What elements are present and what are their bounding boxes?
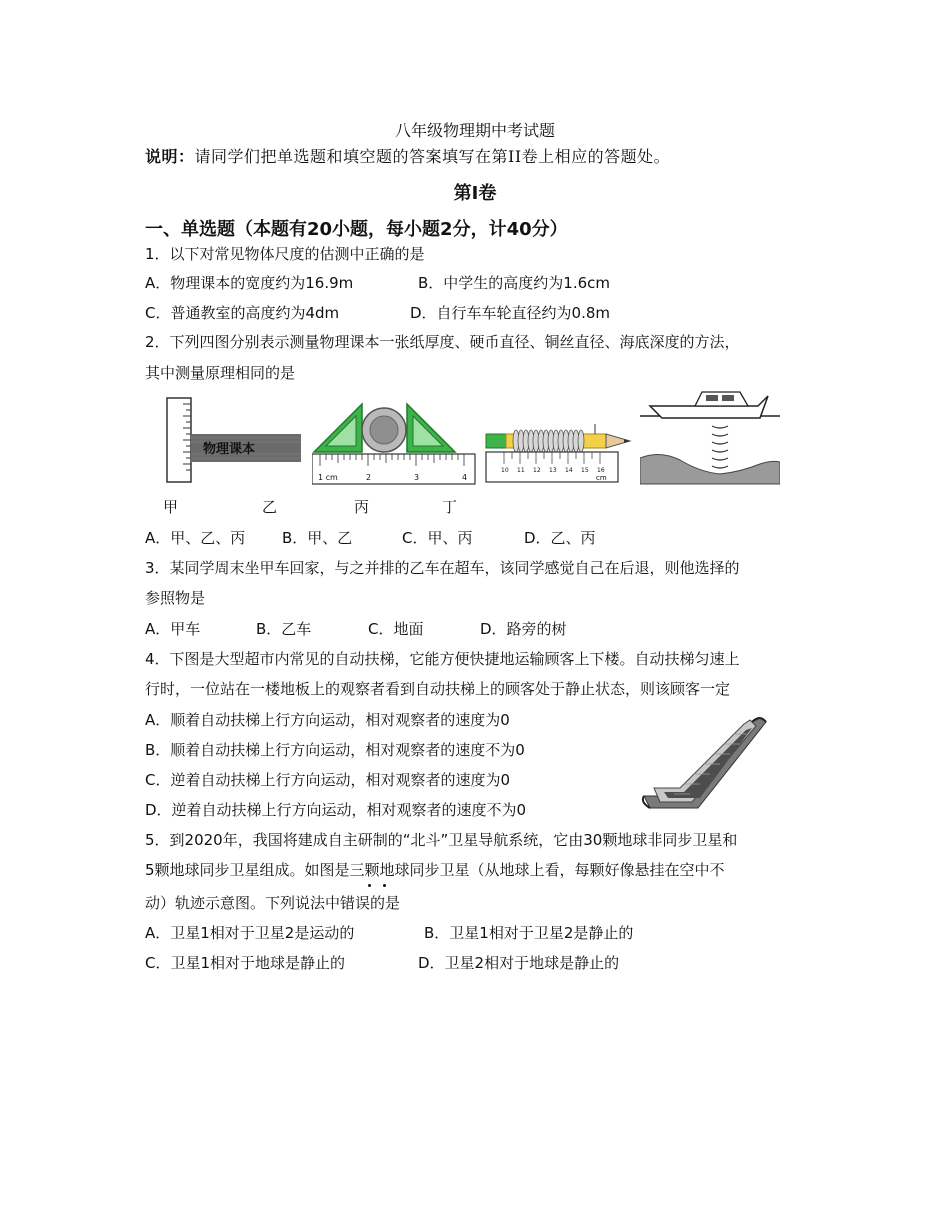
- instruction-label: 说明：: [145, 147, 195, 166]
- fig-label-ding: 丁: [442, 498, 458, 516]
- q4-option-d: D．逆着自动扶梯上行方向运动，相对观察者的速度不为0: [145, 801, 527, 819]
- q1-option-b: B．中学生的高度约为1.6cm: [418, 274, 611, 292]
- wire-tick-16: 16: [597, 467, 605, 474]
- instruction-note: [145, 144, 670, 167]
- figure-ding-sonar-boat: [640, 388, 780, 486]
- emphasis-dot: [368, 884, 371, 887]
- figure-jia-book-ruler: [165, 396, 305, 486]
- q4-option-b: B．顺着自动扶梯上行方向运动，相对观察者的速度不为0: [145, 741, 525, 759]
- book-label: 物理课本: [203, 442, 256, 457]
- q2-option-c: C．甲、丙: [402, 529, 473, 547]
- q4-stem-line2: 行时，一位站在一楼地板上的观察者看到自动扶梯上的顾客处于静止状态，则该顾客一定: [145, 680, 731, 698]
- q5-option-a: A．卫星1相对于卫星2是运动的: [145, 924, 355, 942]
- wire-tick-12: 12: [533, 467, 541, 474]
- wire-tick-13: 13: [549, 467, 557, 474]
- q1-stem: 1．以下对常见物体尺度的估测中正确的是: [145, 245, 425, 263]
- wire-tick-14: 14: [565, 467, 573, 474]
- wire-tick-11: 11: [517, 467, 525, 474]
- fig-label-jia: 甲: [163, 498, 179, 516]
- volume-heading: 第I卷: [453, 183, 497, 204]
- q3-option-d: D．路旁的树: [480, 620, 567, 638]
- q3-option-b: B．乙车: [256, 620, 312, 638]
- q5-stem-line1: 5．到2020年，我国将建成自主研制的“北斗”卫星导航系统，它由30颗地球非同步卫星和: [145, 831, 738, 849]
- ruler-label-4: 4: [462, 473, 468, 482]
- section-heading: 一、单选题（本题有20小题，每小题2分，计40分）: [145, 219, 568, 240]
- q1-option-d: D．自行车车轮直径约为0.8m: [410, 304, 611, 322]
- q3-stem-line1: 3．某同学周末坐甲车回家，与之并排的乙车在超车，该同学感觉自己在后退，则他选择的: [145, 559, 740, 577]
- fig-label-yi: 乙: [262, 498, 278, 516]
- emphasis-dot: [383, 884, 386, 887]
- q5-stem-line2: 5颗地球同步卫星组成。如图是三颗地球同步卫星（从地球上看，每颗好像悬挂在空中不: [145, 861, 725, 879]
- ruler-label-1cm: 1 cm: [318, 473, 338, 482]
- q2-option-a: A．甲、乙、丙: [145, 529, 246, 547]
- q4-stem-line1: 4．下图是大型超市内常见的自动扶梯，它能方便快捷地运输顾客上下楼。自动扶梯匀速上: [145, 650, 740, 668]
- q2-stem-line2: 其中测量原理相同的是: [145, 364, 296, 382]
- q5-option-c: C．卫星1相对于地球是静止的: [145, 954, 346, 972]
- figure-bing-wire-pencil: [484, 404, 634, 486]
- fig-label-bing: 丙: [354, 498, 370, 516]
- q3-stem-line2: 参照物是: [145, 589, 206, 607]
- ruler-label-2: 2: [366, 473, 372, 482]
- figure-yi-coin-triangles: [312, 400, 477, 486]
- instruction-text: 请同学们把单选题和填空题的答案填写在第II卷上相应的答题处。: [194, 147, 671, 166]
- wire-tick-10: 10: [501, 467, 509, 474]
- q3-option-a: A．甲车: [145, 620, 201, 638]
- wire-tick-15: 15: [581, 467, 589, 474]
- q1-option-a: A．物理课本的宽度约为16.9m: [145, 274, 354, 292]
- q4-option-c: C．逆着自动扶梯上行方向运动，相对观察者的速度为0: [145, 771, 511, 789]
- q2-option-b: B．甲、乙: [282, 529, 353, 547]
- q5-stem-line3: 动）轨迹示意图。下列说法中错误的是: [145, 894, 401, 912]
- q2-stem-line1: 2．下列四图分别表示测量物理课本一张纸厚度、硬币直径、铜丝直径、海底深度的方法，: [145, 333, 740, 351]
- q5-option-b: B．卫星1相对于卫星2是静止的: [424, 924, 634, 942]
- q2-option-d: D．乙、丙: [524, 529, 596, 547]
- q1-option-c: C．普通教室的高度约为4dm: [145, 304, 340, 322]
- exam-title: 八年级物理期中考试题: [394, 121, 555, 140]
- wire-unit-cm: cm: [596, 474, 607, 482]
- q5-option-d: D．卫星2相对于地球是静止的: [418, 954, 620, 972]
- q3-option-c: C．地面: [368, 620, 424, 638]
- q4-option-a: A．顺着自动扶梯上行方向运动，相对观察者的速度为0: [145, 711, 510, 729]
- ruler-label-3: 3: [414, 473, 420, 482]
- escalator-figure: [640, 712, 772, 812]
